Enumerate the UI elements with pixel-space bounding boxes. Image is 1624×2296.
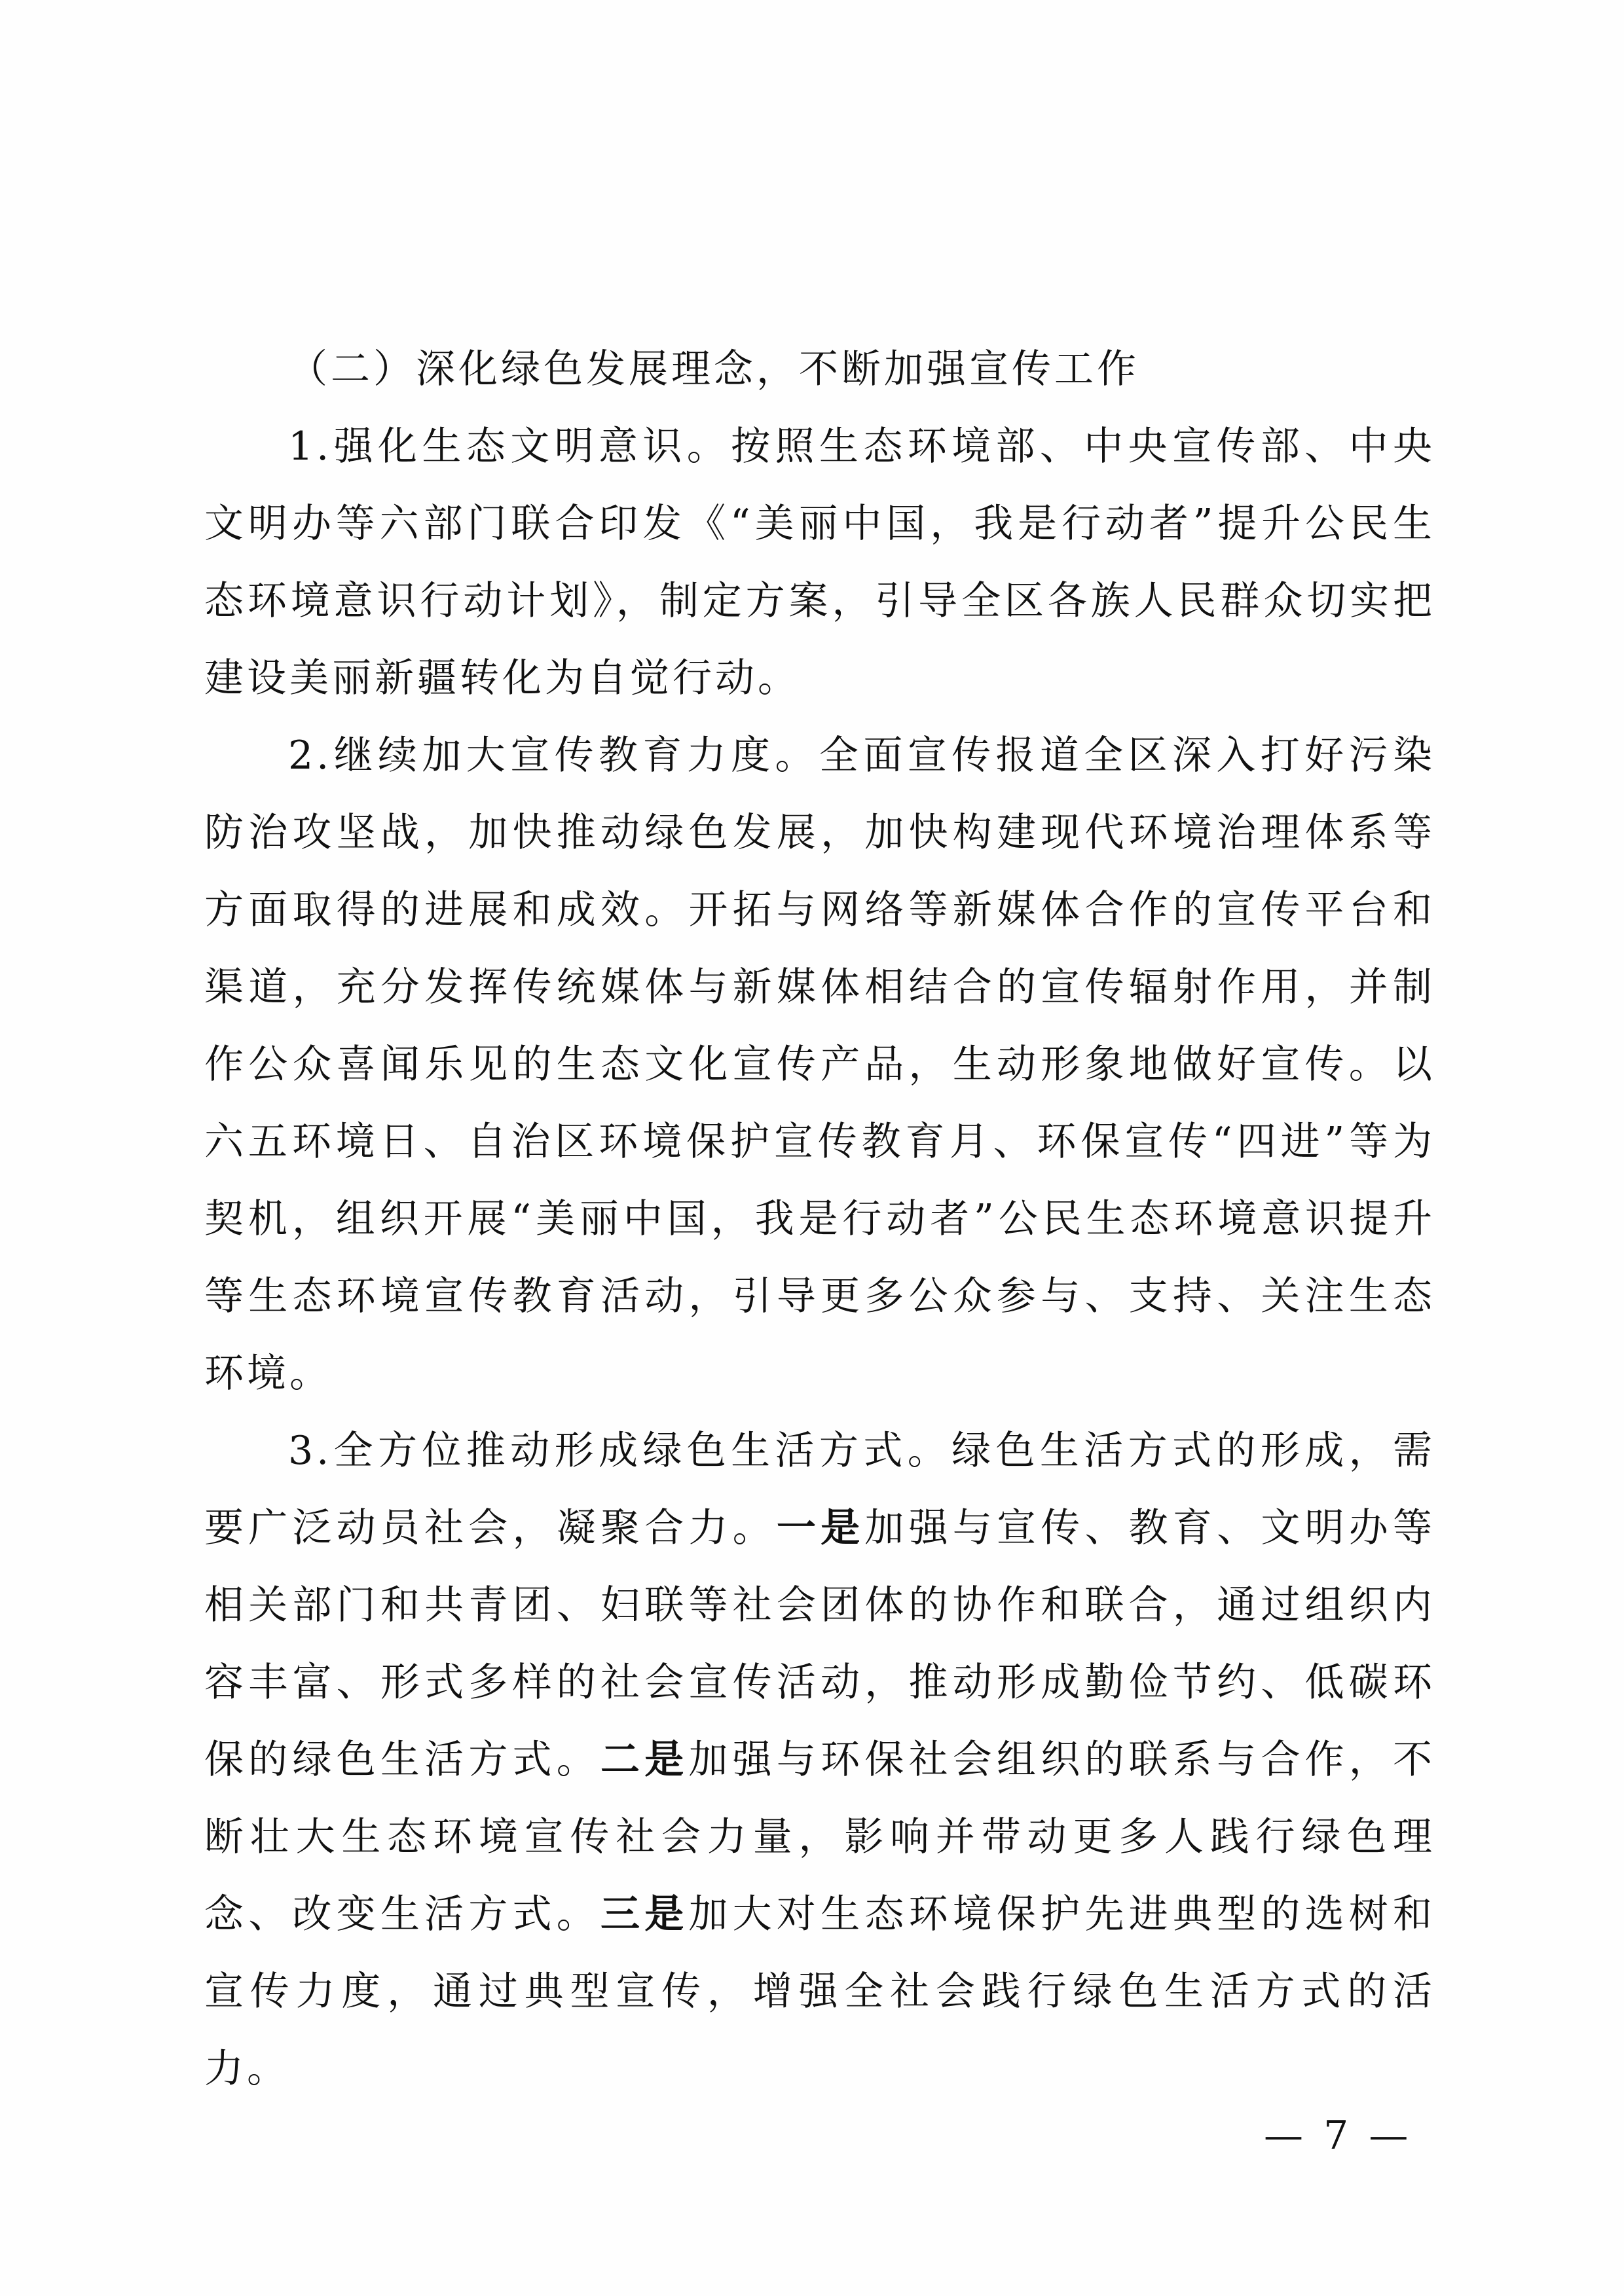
paragraph-3-intro: 3.全方位推动形成绿色生活方式。绿色生活方式的形成，需要广泛动员社会，凝聚合力。	[204, 1428, 1435, 1551]
paragraph-2: 2.继续加大宣传教育力度。全面宣传报道全区深入打好污染防治攻坚战，加快推动绿色发展，加快构建现代环境治理体系等方面取得的进展和成效。开拓与网络等新媒体合作的宣传平台和渠道，充分发挥传统媒体与新媒体相结合的宣传辐射作用，并制作公众喜闻乐见的生态文化宣传产品，生动形象地做好宣传。以六五环境日、自治区环境保护宣传教育月、环保宣传“四进”等为契机，组织开展“美丽中国，我是行动者”公民生态环境意识提升等生态环境宣传教育活动，引导更多公众参与、支持、关注生态环境。	[204, 733, 1435, 1396]
section-heading: （二）深化绿色发展理念，不断加强宣传工作	[288, 346, 1139, 392]
paragraph-3	[204, 1412, 1435, 2107]
paragraph-3-item-1: 加强与宣传、教育、文明办等相关部门和共青团、妇联等社会团体的协作和联合，通过组织内容丰富、形式多样的社会宣传活动，推动形成勤俭节约、低碳环保的绿色生活方式。	[204, 1505, 1436, 1783]
paragraph-3-marker-1: 一是	[776, 1505, 865, 1551]
page-number: — 7 —	[1264, 2113, 1412, 2159]
paragraph-1: 1.强化生态文明意识。按照生态环境部、中央宣传部、中央文明办等六部门联合印发《“美丽中国，我是行动者”提升公民生态环境意识行动计划》，制定方案，引导全区各族人民群众切实把建设美丽新疆转化为自觉行动。	[204, 424, 1435, 701]
paragraph-3-item-2: 加强与环保社会组织的联系与合作，不断壮大生态环境宣传社会力量，影响并带动更多人践行绿色理念、改变生活方式。	[204, 1737, 1436, 1937]
paragraph-3-marker-3: 三是	[600, 1891, 689, 1937]
paragraph-3-marker-2: 二是	[600, 1737, 689, 1783]
paragraph-3-item-3: 加大对生态环境保护先进典型的选树和宣传力度，通过典型宣传，增强全社会践行绿色生活方式的活力。	[204, 1891, 1436, 2092]
document-body	[204, 331, 1435, 2107]
